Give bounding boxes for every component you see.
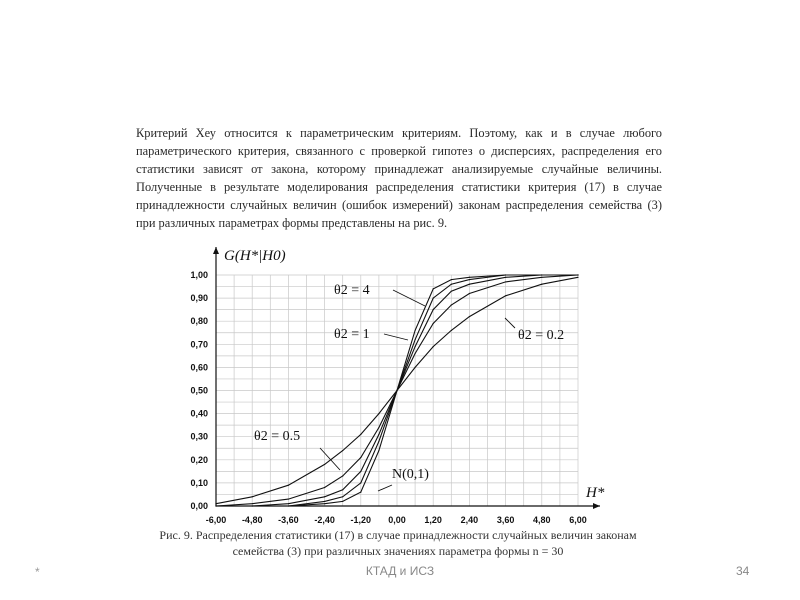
data-point bbox=[360, 482, 361, 483]
data-point bbox=[415, 339, 416, 340]
y-tick-label: 0,10 bbox=[190, 477, 208, 488]
data-point bbox=[469, 277, 470, 278]
annotation-pointer bbox=[505, 318, 515, 328]
data-point bbox=[451, 284, 452, 285]
x-tick-label: -1,20 bbox=[350, 515, 372, 525]
y-tick-label: 0,90 bbox=[190, 293, 208, 304]
data-point bbox=[451, 330, 452, 331]
data-point bbox=[415, 346, 416, 347]
x-tick-label: 1,20 bbox=[424, 515, 442, 525]
y-axis-arrow bbox=[213, 247, 219, 254]
data-point bbox=[288, 503, 289, 504]
data-point bbox=[541, 274, 542, 275]
data-point bbox=[360, 471, 361, 472]
data-point bbox=[360, 492, 361, 493]
data-point bbox=[396, 390, 397, 391]
data-point bbox=[342, 496, 343, 497]
data-point bbox=[469, 316, 470, 317]
data-point bbox=[415, 353, 416, 354]
data-point bbox=[378, 427, 379, 428]
data-point bbox=[433, 298, 434, 299]
x-axis-arrow bbox=[593, 503, 600, 509]
data-point bbox=[577, 274, 578, 275]
x-axis-label: H* bbox=[586, 485, 605, 501]
annotation-label: N(0,1) bbox=[392, 467, 429, 482]
data-point bbox=[469, 279, 470, 280]
annotation-label: θ2 = 1 bbox=[334, 327, 370, 342]
data-point bbox=[252, 503, 253, 504]
x-tick-label: -3,60 bbox=[278, 515, 299, 525]
data-point bbox=[288, 485, 289, 486]
y-tick-label: 1,00 bbox=[190, 270, 208, 280]
data-point bbox=[324, 503, 325, 504]
y-tick-label: 0,30 bbox=[190, 431, 208, 442]
footer-marker: * bbox=[35, 565, 40, 579]
data-point bbox=[378, 413, 379, 414]
x-tick-label: 4,80 bbox=[533, 515, 551, 525]
x-tick-label: -4,80 bbox=[241, 515, 263, 525]
x-tick-label: 0,00 bbox=[388, 515, 406, 525]
data-point bbox=[505, 277, 506, 278]
figure-caption bbox=[132, 527, 664, 559]
page-number: 34 bbox=[736, 564, 750, 578]
data-point bbox=[415, 367, 416, 368]
data-point bbox=[324, 496, 325, 497]
annotation-label: θ2 = 0.2 bbox=[518, 328, 565, 343]
data-point bbox=[451, 291, 452, 292]
data-point bbox=[469, 293, 470, 294]
y-tick-label: 0,00 bbox=[190, 501, 208, 511]
annotation-pointer bbox=[384, 334, 408, 340]
caption-line-2: семейства (3) при различных значениях параметра формы n = 30 bbox=[232, 544, 564, 558]
y-tick-label: 0,20 bbox=[190, 454, 208, 465]
annotation-pointer bbox=[320, 448, 340, 470]
data-point bbox=[469, 284, 470, 285]
x-tick-label: 2,40 bbox=[460, 515, 479, 525]
data-point bbox=[360, 457, 361, 458]
y-tick-label: 0,50 bbox=[190, 385, 208, 396]
y-tick-label: 0,60 bbox=[190, 362, 208, 373]
x-tick-label: -6,00 bbox=[205, 515, 227, 525]
body-paragraph: Критерий Хеу относится к параметрическим критериям. Поэтому, как и в случае любого параметрического критерия, связанного с проверкой гипотез о дисперсиях, распределения его статистики зависят от закона, которому принадлежат анализируемые случайные величины. Полученные в результате моделирования распределения статистики критерия (17) в случае принадлежности случайных величин (ошибок измерений) законам распределения семейства (3) при различных параметрах формы представлены на рис. 9. bbox=[136, 126, 662, 231]
data-point bbox=[288, 498, 289, 499]
data-point bbox=[378, 434, 379, 435]
data-point bbox=[433, 346, 434, 347]
data-point bbox=[342, 489, 343, 490]
y-tick-label: 0,70 bbox=[190, 339, 208, 350]
data-point bbox=[433, 288, 434, 289]
data-point bbox=[505, 274, 506, 275]
data-point bbox=[505, 295, 506, 296]
caption-line-1: Рис. 9. Распределения статистики (17) в случае принадлежности случайных величин законам bbox=[159, 528, 637, 542]
y-axis-label: G(H*|H0) bbox=[224, 248, 286, 264]
data-point bbox=[324, 487, 325, 488]
data-point bbox=[324, 464, 325, 465]
data-point bbox=[342, 475, 343, 476]
data-point bbox=[415, 330, 416, 331]
data-point bbox=[342, 450, 343, 451]
data-point bbox=[577, 277, 578, 278]
data-point bbox=[505, 281, 506, 282]
y-tick-label: 0,40 bbox=[190, 408, 208, 419]
annotation-label: θ2 = 4 bbox=[334, 283, 370, 298]
data-point bbox=[451, 279, 452, 280]
x-tick-label: 6,00 bbox=[569, 515, 587, 525]
data-point bbox=[378, 450, 379, 451]
data-point bbox=[342, 501, 343, 502]
annotation-pointer bbox=[378, 485, 392, 491]
data-point bbox=[433, 323, 434, 324]
data-point bbox=[541, 284, 542, 285]
data-point bbox=[541, 277, 542, 278]
data-point bbox=[252, 496, 253, 497]
data-point bbox=[433, 309, 434, 310]
footer-title: КТАД и ИСЗ bbox=[365, 564, 435, 578]
data-point bbox=[360, 434, 361, 435]
annotation-label: θ2 = 0.5 bbox=[254, 429, 301, 444]
data-point bbox=[451, 304, 452, 305]
y-tick-label: 0,80 bbox=[190, 316, 208, 327]
data-point bbox=[378, 441, 379, 442]
x-tick-label: -2,40 bbox=[314, 515, 335, 525]
data-point bbox=[324, 501, 325, 502]
x-tick-label: 3,60 bbox=[496, 515, 515, 525]
